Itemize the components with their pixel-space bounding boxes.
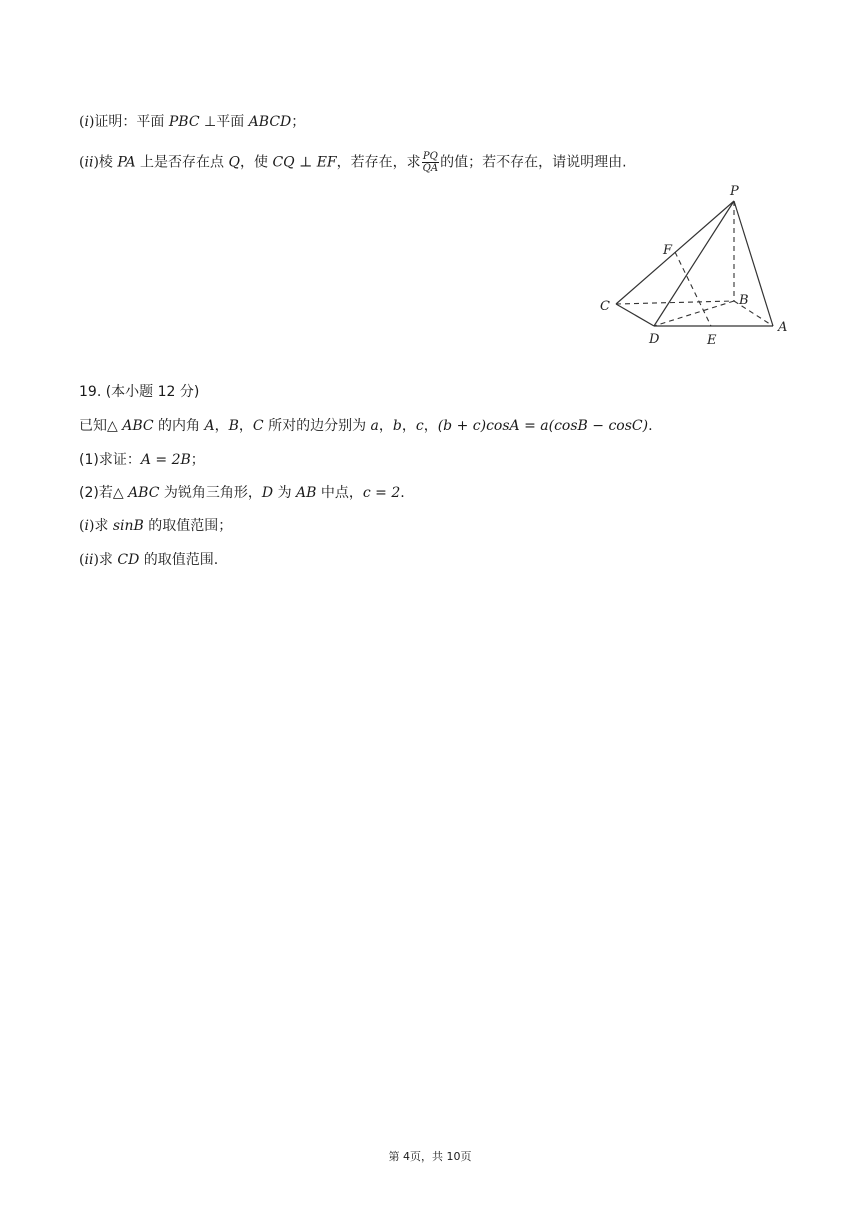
page-footer: 第 4页，共 10页: [388, 1150, 472, 1163]
label-e: E: [707, 333, 717, 348]
edge-cd: [616, 304, 654, 326]
edge-bd: [654, 301, 734, 326]
segment-fe: [675, 252, 711, 326]
q19-heading: 19. (本小题 12 分): [79, 384, 200, 400]
q18-part-i: (i)证明：平面 PBC ⊥平面 ABCD；: [79, 114, 306, 130]
q19-sub-ii: (ii)求 CD 的取值范围.: [79, 552, 219, 568]
fraction-pq-qa: $\frac{PQ}{QA}$: [422, 151, 439, 174]
label-a: A: [778, 320, 788, 335]
label-c: C: [600, 299, 610, 314]
label-f: F: [663, 243, 673, 258]
q19-intro: 已知△ ABC 的内角 A，B，C 所对的边分别为 a，b，c，(b + c)cosA = a(cosB − cosC).: [79, 418, 653, 434]
q19-sub-i: (i)求 sinB 的取值范围；: [79, 518, 233, 534]
label-b: B: [739, 293, 749, 308]
q19-part-1: (1)求证：A = 2B；: [79, 452, 205, 468]
edge-cb: [616, 301, 734, 304]
q19-part-2: (2)若△ ABC 为锐角三角形，D 为 AB 中点，c = 2.: [79, 485, 405, 501]
label-p: P: [730, 184, 739, 199]
label-d: D: [649, 332, 660, 347]
q18-part-ii: (ii)棱 PA 上是否存在点 Q，使 CQ ⊥ EF，若存在，求 $\frac{PQ}{QA}$ 的值；若不存在，请说明理由.: [79, 151, 627, 174]
pyramid-figure: [593, 180, 808, 350]
edge-pd: [654, 201, 734, 326]
